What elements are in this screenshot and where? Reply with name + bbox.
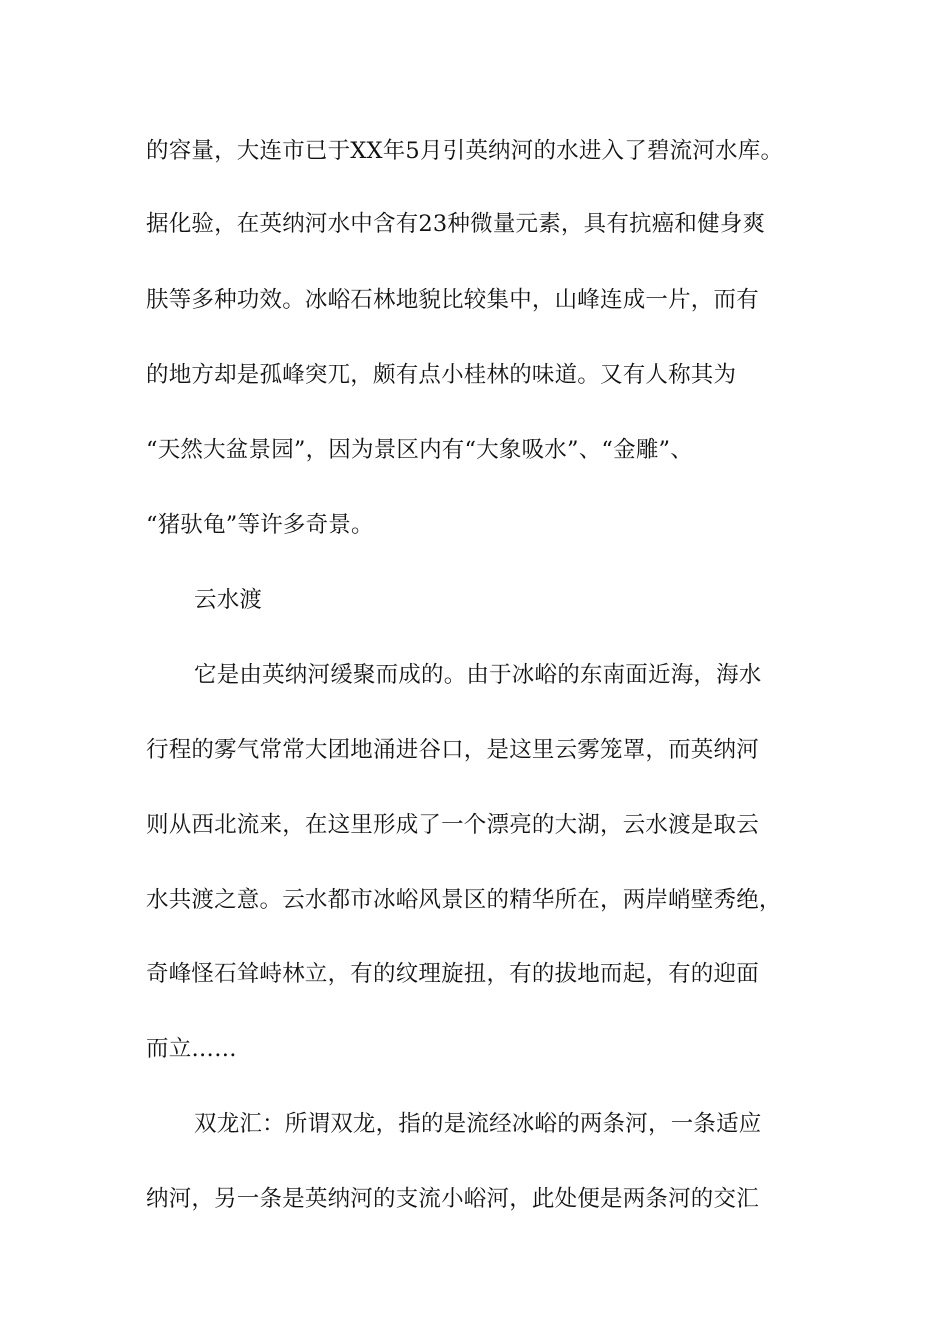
paragraph-line: 行程的雾气常常大团地涌进谷口，是这里云雾笼罩，而英纳河 [146, 737, 759, 763]
section-heading: 云水渡 [194, 587, 263, 613]
paragraph-line: 水共渡之意。云水都市冰峪风景区的精华所在，两岸峭壁秀绝， [146, 887, 782, 913]
paragraph-line: 纳河，另一条是英纳河的支流小峪河，此处便是两条河的交汇 [146, 1186, 759, 1212]
paragraph-line: 双龙汇：所谓双龙，指的是流经冰峪的两条河，一条适应 [194, 1111, 762, 1137]
paragraph-line: 据化验，在英纳河水中含有23种微量元素，具有抗癌和健身爽 [146, 211, 766, 237]
paragraph-line: “猪驮龟”等许多奇景。 [146, 512, 374, 538]
paragraph-line: 而立…… [146, 1036, 237, 1062]
paragraph-line: 它是由英纳河缓聚而成的。由于冰峪的东南面近海，海水 [194, 662, 762, 688]
paragraph-line: 奇峰怪石耸峙林立，有的纹理旋扭，有的拔地而起，有的迎面 [146, 961, 759, 987]
paragraph-line: “天然大盆景园”，因为景区内有“大象吸水”、“金雕”、 [146, 437, 693, 463]
paragraph-line: 的地方却是孤峰突兀，颇有点小桂林的味道。又有人称其为 [146, 362, 737, 388]
paragraph-line: 的容量，大连市已于XX年5月引英纳河的水进入了碧流河水库。 [146, 138, 784, 164]
paragraph-line: 则从西北流来，在这里形成了一个漂亮的大湖，云水渡是取云 [146, 812, 759, 838]
paragraph-line: 肤等多种功效。冰峪石林地貌比较集中，山峰连成一片，而有 [146, 287, 759, 313]
